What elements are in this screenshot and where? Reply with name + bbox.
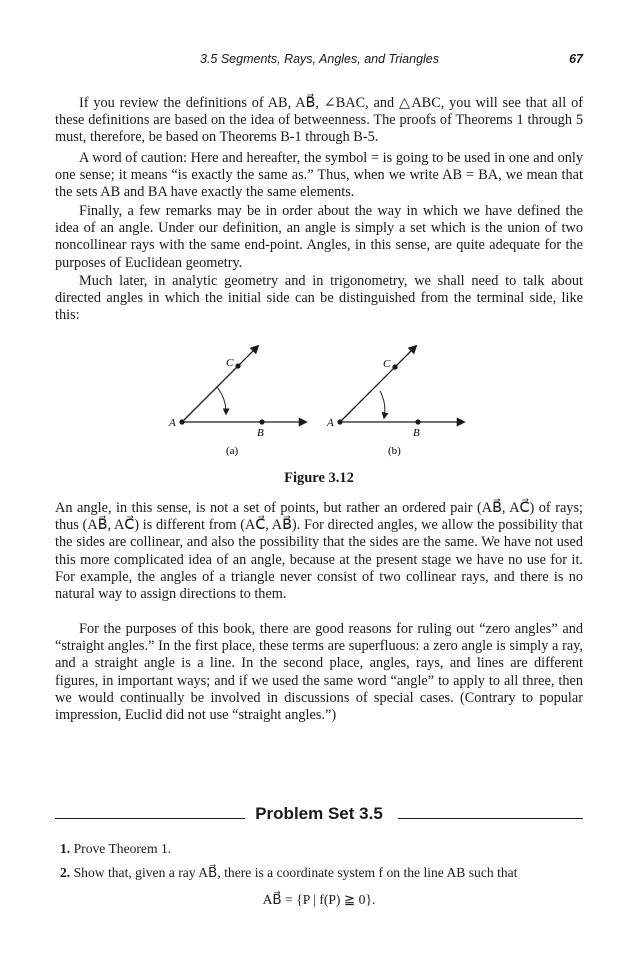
page-number: 67: [569, 52, 583, 66]
problem-number: 2.: [60, 865, 71, 880]
rule-right: [398, 818, 583, 819]
label-a-b: A: [327, 417, 334, 429]
running-header: [55, 52, 583, 70]
point-c-b: [392, 364, 397, 369]
problem-1: [60, 840, 585, 857]
paragraph-angle-remarks: Finally, a few remarks may be in order about the way in which we have defined the idea of an angle. Under our definition, an angle is simply a set which is the union of two noncollinear rays with the same end-point. Angles, in this sense, are quite adequate for the purposes of Euclidean geometry.: [55, 203, 583, 271]
point-b-b: [415, 419, 420, 424]
ray-ac-b: [340, 346, 416, 422]
problem-number: 1.: [60, 841, 71, 856]
angle-arrow-b: [380, 391, 385, 418]
point-a-a: [179, 419, 184, 424]
label-c-a: C: [226, 357, 234, 369]
sublabel-b: (b): [388, 445, 401, 457]
paragraph-definitions: If you review the definitions of AB, AB⃗, ∠BAC, and △ABC, you will see that all of these definitions are based on the idea of betweenness. The proofs of Theorems 1 through 5 must, therefore, be based on Theorems B-1 through B-5.: [55, 95, 583, 146]
problem-set-title: Problem Set 3.5: [255, 804, 383, 823]
ray-ac-a: [182, 346, 258, 422]
problem-text: Prove Theorem 1.: [73, 841, 172, 856]
section-title: 3.5 Segments, Rays, Angles, and Triangles: [200, 52, 440, 66]
problem-text: Show that, given a ray AB⃗, there is a coordinate system f on the line AB such that: [73, 865, 518, 880]
label-b-a: B: [257, 427, 264, 439]
point-a-b: [337, 419, 342, 424]
paragraph-zero-straight-angles: For the purposes of this book, there are good reasons for ruling out “zero angles” and “straight angles.” In the first place, these terms are superfluous: a zero angle is simply a ray, and a straight angle is a line. In the second place, angles, rays, and lines are different figures, in important ways; and if we used the same word “angle” to apply to all three, then we would continually be involved in discussions of special cases. (Contrary to popular impression, Euclid did not use “straight angles.”): [55, 621, 583, 724]
angle-arrow-a: [217, 387, 226, 414]
problem-2: [60, 864, 585, 881]
sublabel-a: (a): [226, 445, 239, 457]
label-a-a: A: [169, 417, 176, 429]
paragraph-directed-angles: Much later, in analytic geometry and in trigonometry, we shall need to talk about directed angles in which the initial side can be distinguished from the terminal side, like this:: [55, 273, 583, 324]
directed-angle-b: [326, 346, 464, 457]
label-b-b: B: [413, 427, 420, 439]
label-c-b: C: [383, 358, 391, 370]
paragraph-ordered-pair: An angle, in this sense, is not a set of points, but rather an ordered pair (AB⃗, AC⃗) of rays; thus (AB⃗, AC⃗) is different from (AC⃗, AB⃗). For directed angles, we allow the possibility that the sides are collinear, and also the possibility that the sides are the same. We have not used this more complicated idea of an angle, because at the present stage we have no use for it. For example, the angles of a triangle never consist of two collinear rays, and there is no natural way to assign directions to them.: [55, 500, 583, 603]
directed-angle-a: [168, 346, 306, 457]
point-c-a: [235, 363, 240, 368]
paragraph-caution: A word of caution: Here and hereafter, the symbol = is going to be used in one and only one sense; it means “is exactly the same as.” Thus, when we write AB = BA, we mean that the sets AB and BA have exactly the same elements.: [55, 150, 583, 201]
figure-caption: Figure 3.12: [284, 470, 354, 486]
figure-3-12-diagram: [160, 338, 480, 464]
problem-2-formula: AB⃗ = {P | f(P) ≧ 0}.: [262, 892, 376, 907]
point-b-a: [259, 419, 264, 424]
